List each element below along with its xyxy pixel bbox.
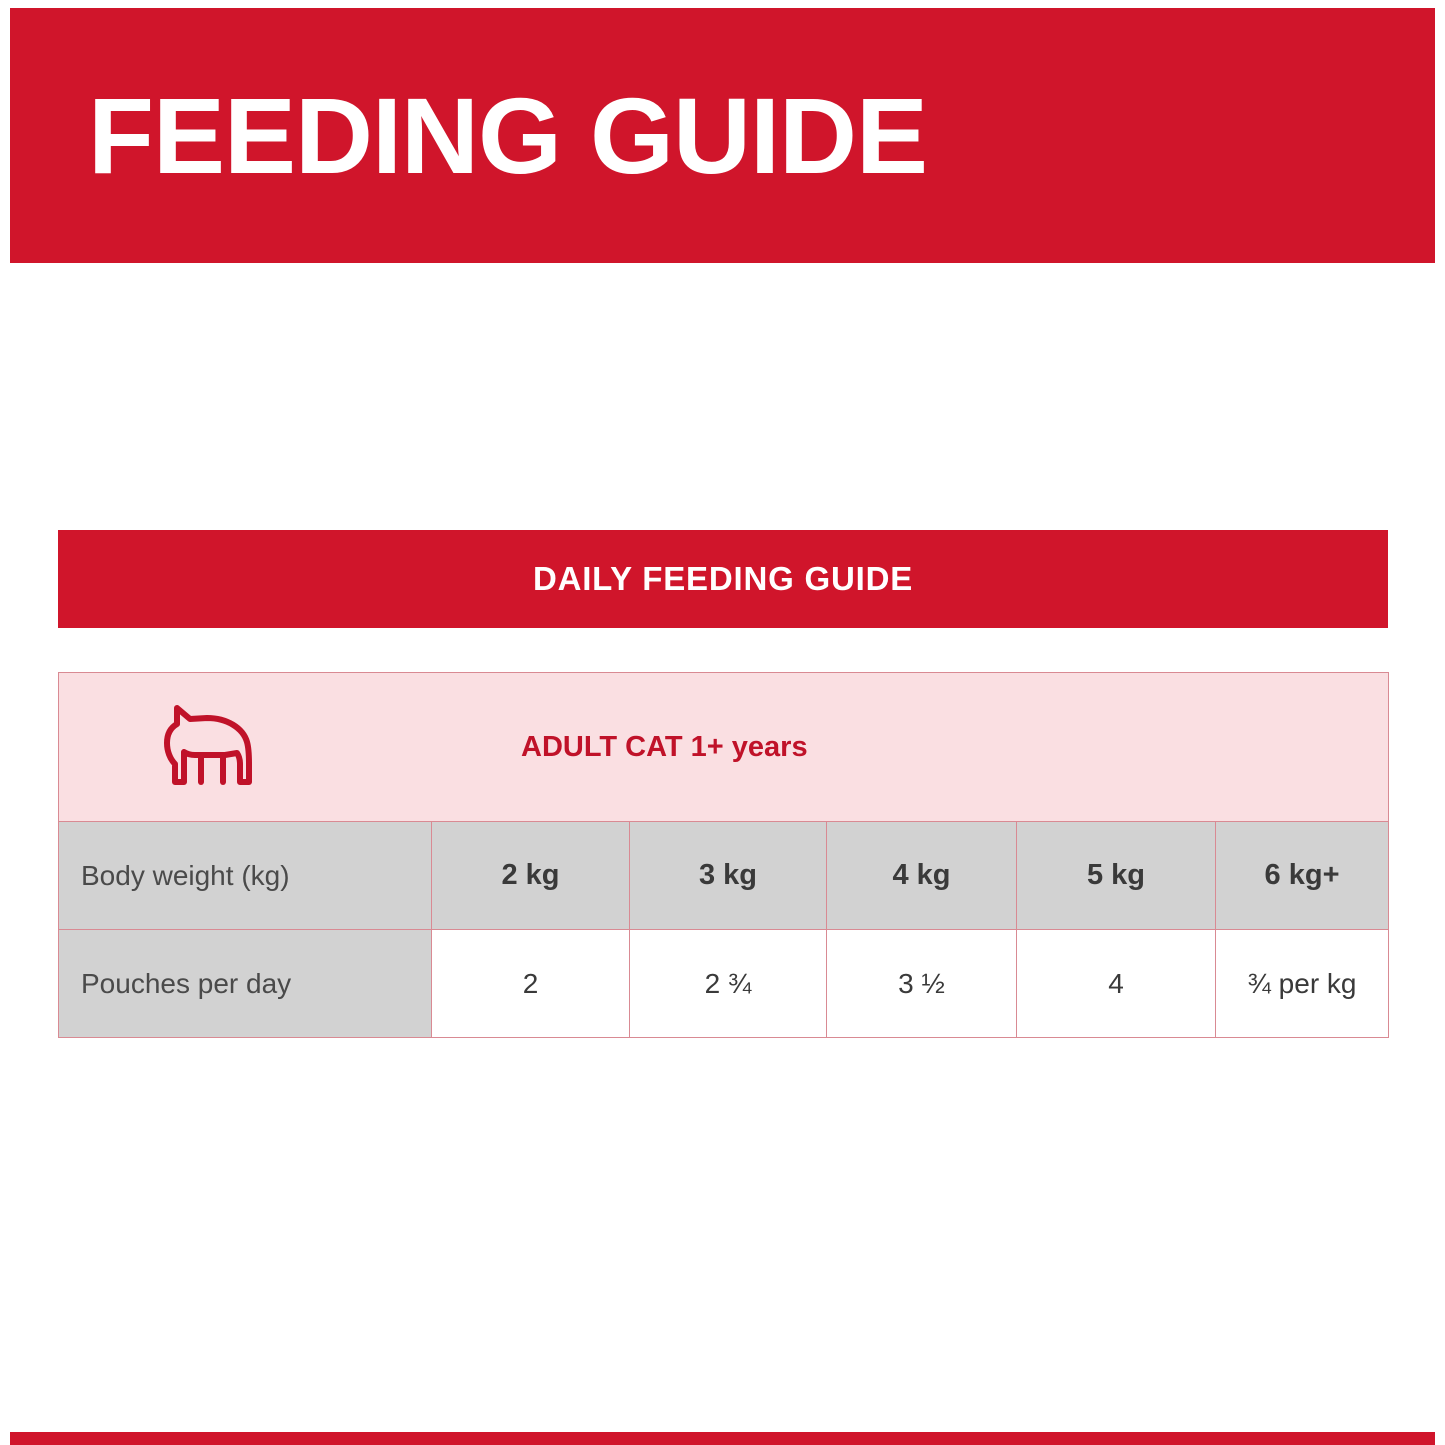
pouches-6kg-plus: ¾ per kg — [1216, 930, 1389, 1038]
pouches-2kg: 2 — [432, 930, 630, 1038]
lifestage-cell — [59, 673, 1389, 822]
pouches-4kg: 3 ½ — [827, 930, 1017, 1038]
pouches-5kg: 4 — [1017, 930, 1216, 1038]
lifestage-label: ADULT CAT 1+ years — [521, 730, 808, 763]
cat-icon — [151, 702, 271, 792]
body-weight-5kg: 5 kg — [1017, 822, 1216, 930]
bottom-red-strip — [10, 1432, 1435, 1445]
feeding-table-container — [58, 672, 1388, 1038]
pouches-3kg: 2 ¾ — [630, 930, 827, 1038]
table-row-lifestage — [59, 673, 1389, 822]
page-title: FEEDING GUIDE — [88, 74, 928, 196]
row-label-body-weight: Body weight (kg) — [59, 822, 432, 930]
feeding-table — [58, 672, 1389, 1038]
body-weight-4kg: 4 kg — [827, 822, 1017, 930]
section-header-bar — [58, 530, 1388, 628]
body-weight-6kg-plus: 6 kg+ — [1216, 822, 1389, 930]
table-row-pouches — [59, 930, 1389, 1038]
section-title: DAILY FEEDING GUIDE — [532, 560, 914, 597]
top-banner — [10, 8, 1435, 263]
body-weight-2kg: 2 kg — [432, 822, 630, 930]
table-row-bodyweight — [59, 822, 1389, 930]
row-label-pouches-per-day: Pouches per day — [59, 930, 432, 1038]
body-weight-3kg: 3 kg — [630, 822, 827, 930]
